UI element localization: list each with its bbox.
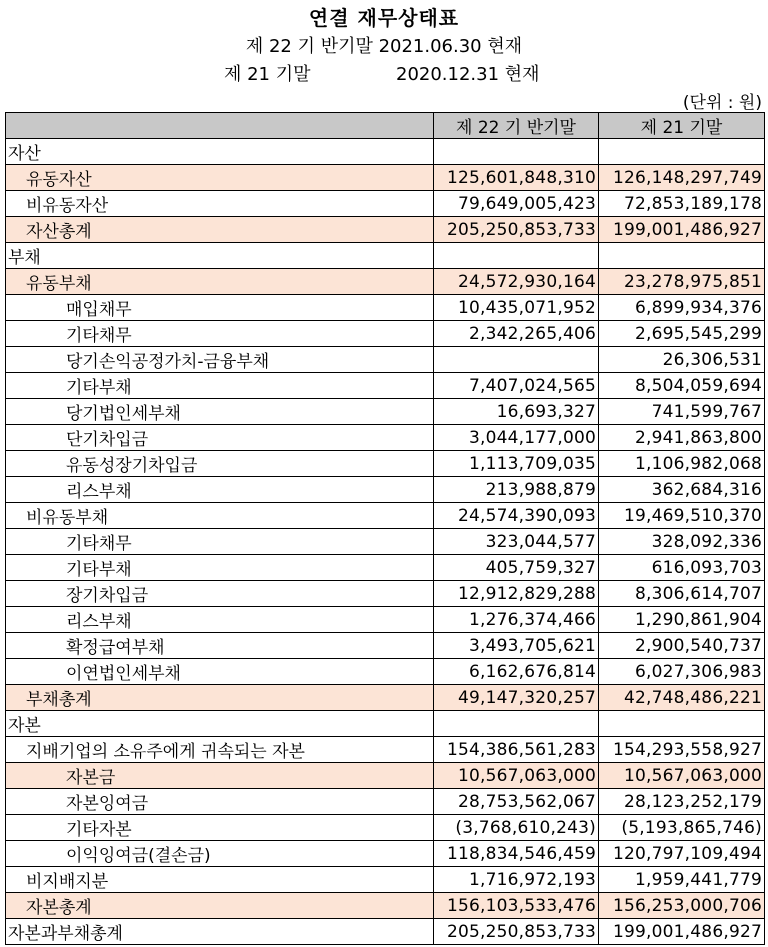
- current-period-value: 205,250,853,733: [434, 919, 599, 945]
- prior-period-value: 2,900,540,737: [599, 633, 765, 659]
- table-row: [6, 529, 765, 555]
- header-current-period: 제 22 기 반기말: [434, 113, 599, 139]
- account-label: 자본: [6, 711, 434, 737]
- current-period-value: 323,044,577: [434, 529, 599, 555]
- prior-period-value: 199,001,486,927: [599, 919, 765, 945]
- account-label: 지배기업의 소유주에게 귀속되는 자본: [6, 737, 434, 763]
- table-row: [6, 789, 765, 815]
- table-body: [6, 139, 765, 945]
- current-period-value: 49,147,320,257: [434, 685, 599, 711]
- prior-period-value: 8,306,614,707: [599, 581, 765, 607]
- table-row: [6, 477, 765, 503]
- prior-period-date: 2020.12.31 현재: [396, 64, 540, 85]
- table-row: [6, 321, 765, 347]
- account-label: 부채총계: [6, 685, 434, 711]
- current-period-value: [434, 243, 599, 269]
- account-label: 자본과부채총계: [6, 919, 434, 945]
- account-label: 기타채무: [6, 321, 434, 347]
- header-account: [6, 113, 434, 139]
- prior-period-value: 42,748,486,221: [599, 685, 765, 711]
- account-label: 매입채무: [6, 295, 434, 321]
- table-row: [6, 815, 765, 841]
- current-period-value: 24,572,930,164: [434, 269, 599, 295]
- account-label: 자본금: [6, 763, 434, 789]
- account-label: 부채: [6, 243, 434, 269]
- current-period-value: (3,768,610,243): [434, 815, 599, 841]
- table-row: [6, 841, 765, 867]
- prior-period-value: 616,093,703: [599, 555, 765, 581]
- account-label: 기타부채: [6, 555, 434, 581]
- account-label: 비유동부채: [6, 503, 434, 529]
- prior-period-value: 19,469,510,370: [599, 503, 765, 529]
- prior-period-value: 26,306,531: [599, 347, 765, 373]
- table-row: [6, 555, 765, 581]
- account-label: 기타부채: [6, 373, 434, 399]
- current-period-value: 118,834,546,459: [434, 841, 599, 867]
- table-row: [6, 503, 765, 529]
- table-row: [6, 659, 765, 685]
- current-period-value: 3,044,177,000: [434, 425, 599, 451]
- account-label: 이익잉여금(결손금): [6, 841, 434, 867]
- table-row: [6, 737, 765, 763]
- current-period-line: 제 22 기 반기말 2021.06.30 현재: [245, 36, 523, 57]
- table-row: [6, 711, 765, 737]
- account-label: 리스부채: [6, 477, 434, 503]
- header-prior-period: 제 21 기말: [599, 113, 765, 139]
- current-period-value: [434, 139, 599, 165]
- current-period-value: 6,162,676,814: [434, 659, 599, 685]
- prior-period-label: 제 21 기말: [224, 64, 311, 85]
- current-period-value: 79,649,005,423: [434, 191, 599, 217]
- table-row: [6, 373, 765, 399]
- table-row: [6, 295, 765, 321]
- account-label: 기타자본: [6, 815, 434, 841]
- table-row: [6, 217, 765, 243]
- prior-period-value: 2,941,863,800: [599, 425, 765, 451]
- current-period-value: 405,759,327: [434, 555, 599, 581]
- table-row: [6, 139, 765, 165]
- account-label: 유동부채: [6, 269, 434, 295]
- table-row: [6, 633, 765, 659]
- prior-period-value: 10,567,063,000: [599, 763, 765, 789]
- account-label: 장기차입금: [6, 581, 434, 607]
- prior-period-value: 741,599,767: [599, 399, 765, 425]
- prior-period-value: 6,027,306,983: [599, 659, 765, 685]
- current-period-value: 205,250,853,733: [434, 217, 599, 243]
- table-row: [6, 919, 765, 945]
- account-label: 이연법인세부채: [6, 659, 434, 685]
- current-period-value: 2,342,265,406: [434, 321, 599, 347]
- table-row: [6, 581, 765, 607]
- prior-period-value: (5,193,865,746): [599, 815, 765, 841]
- account-label: 단기차입금: [6, 425, 434, 451]
- table-row: [6, 347, 765, 373]
- prior-period-value: [599, 139, 765, 165]
- account-label: 자본잉여금: [6, 789, 434, 815]
- prior-period-value: 154,293,558,927: [599, 737, 765, 763]
- current-period-value: 3,493,705,621: [434, 633, 599, 659]
- current-period-value: [434, 347, 599, 373]
- table-row: [6, 269, 765, 295]
- current-period-value: 28,753,562,067: [434, 789, 599, 815]
- prior-period-value: [599, 243, 765, 269]
- account-label: 자산총계: [6, 217, 434, 243]
- header-row: [6, 113, 765, 139]
- table-row: [6, 763, 765, 789]
- current-period-value: 24,574,390,093: [434, 503, 599, 529]
- unit-label: (단위 : 원): [682, 93, 762, 113]
- account-label: 유동자산: [6, 165, 434, 191]
- account-label: 리스부채: [6, 607, 434, 633]
- table-row: [6, 191, 765, 217]
- table-row: [6, 425, 765, 451]
- account-label: 당기법인세부채: [6, 399, 434, 425]
- table-row: [6, 165, 765, 191]
- prior-period-value: 199,001,486,927: [599, 217, 765, 243]
- table-row: [6, 685, 765, 711]
- current-period-value: 125,601,848,310: [434, 165, 599, 191]
- table-row: [6, 399, 765, 425]
- prior-period-value: 72,853,189,178: [599, 191, 765, 217]
- account-label: 비지배지분: [6, 867, 434, 893]
- prior-period-value: 1,106,982,068: [599, 451, 765, 477]
- table-row: [6, 243, 765, 269]
- account-label: 비유동자산: [6, 191, 434, 217]
- current-period-value: 154,386,561,283: [434, 737, 599, 763]
- table-row: [6, 867, 765, 893]
- account-label: 자산: [6, 139, 434, 165]
- account-label: 당기손익공정가치-금융부채: [6, 347, 434, 373]
- statement-title: 연결 재무상태표: [308, 6, 460, 30]
- table-row: [6, 607, 765, 633]
- current-period-value: [434, 711, 599, 737]
- current-period-value: 213,988,879: [434, 477, 599, 503]
- account-label: 기타채무: [6, 529, 434, 555]
- prior-period-value: 6,899,934,376: [599, 295, 765, 321]
- prior-period-value: 8,504,059,694: [599, 373, 765, 399]
- prior-period-value: [599, 711, 765, 737]
- current-period-value: 16,693,327: [434, 399, 599, 425]
- table-row: [6, 451, 765, 477]
- current-period-value: 156,103,533,476: [434, 893, 599, 919]
- account-label: 자본총계: [6, 893, 434, 919]
- current-period-value: 10,435,071,952: [434, 295, 599, 321]
- current-period-value: 10,567,063,000: [434, 763, 599, 789]
- prior-period-value: 1,290,861,904: [599, 607, 765, 633]
- prior-period-value: 120,797,109,494: [599, 841, 765, 867]
- current-period-value: 1,276,374,466: [434, 607, 599, 633]
- current-period-value: 1,113,709,035: [434, 451, 599, 477]
- prior-period-value: 2,695,545,299: [599, 321, 765, 347]
- prior-period-value: 362,684,316: [599, 477, 765, 503]
- prior-period-value: 28,123,252,179: [599, 789, 765, 815]
- balance-sheet-table: [5, 112, 765, 945]
- prior-period-value: 328,092,336: [599, 529, 765, 555]
- account-label: 유동성장기차입금: [6, 451, 434, 477]
- current-period-value: 7,407,024,565: [434, 373, 599, 399]
- current-period-value: 12,912,829,288: [434, 581, 599, 607]
- account-label: 확정급여부채: [6, 633, 434, 659]
- prior-period-value: 126,148,297,749: [599, 165, 765, 191]
- prior-period-value: 156,253,000,706: [599, 893, 765, 919]
- table-row: [6, 893, 765, 919]
- prior-period-value: 1,959,441,779: [599, 867, 765, 893]
- current-period-value: 1,716,972,193: [434, 867, 599, 893]
- prior-period-value: 23,278,975,851: [599, 269, 765, 295]
